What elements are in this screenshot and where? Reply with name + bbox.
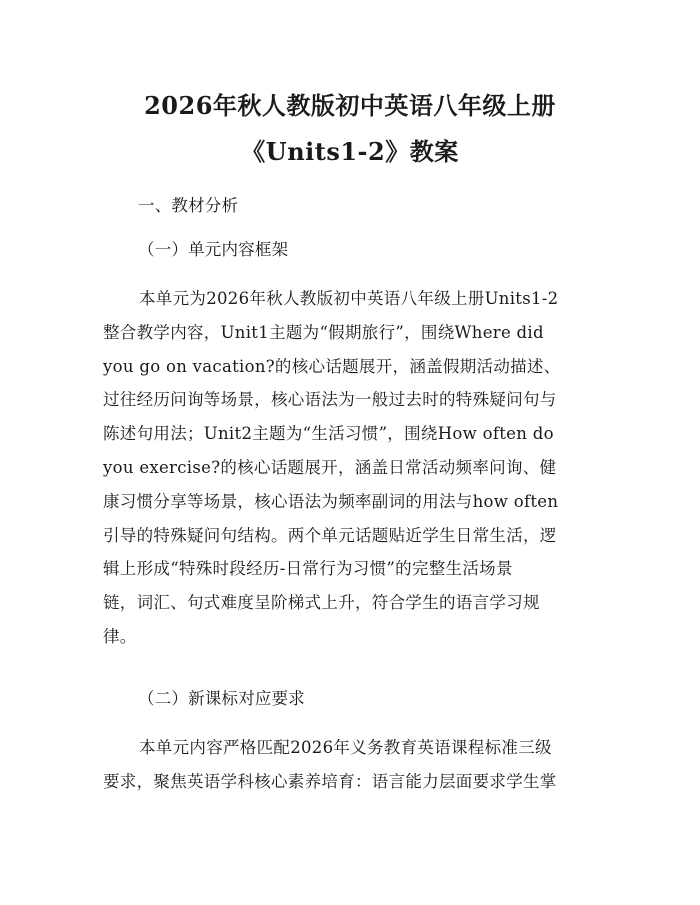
paragraph-line: 康习惯分享等场景，核心语法为频率副词的用法与how often (103, 491, 559, 511)
subsection-heading-unit-content-framework: （一）单元内容框架 (138, 240, 289, 259)
paragraph-line: 过往经历问询等场景，核心语法为一般过去时的特殊疑问句与 (103, 390, 557, 410)
paragraph-line: you exercise?的核心话题展开，涵盖日常活动频率问询、健 (103, 457, 557, 477)
document-title-line1: 2026年秋人教版初中英语八年级上册 (144, 91, 556, 120)
paragraph-unit-content (103, 289, 603, 661)
paragraph-line: 要求，聚焦英语学科核心素养培育：语言能力层面要求学生掌 (103, 771, 557, 791)
paragraph-line: 引导的特殊疑问句结构。两个单元话题贴近学生日常生活，逻 (103, 525, 557, 545)
paragraph-line: 律。 (103, 626, 137, 646)
document-title-line2: 《Units1-2》教案 (241, 137, 459, 166)
paragraph-line: 本单元内容严格匹配2026年义务教育英语课程标准三级 (139, 738, 552, 757)
subsection-heading-new-curriculum-requirements: （二）新课标对应要求 (138, 689, 305, 708)
paragraph-line: you go on vacation?的核心话题展开，涵盖假期活动描述、 (103, 356, 561, 376)
paragraph-line: 本单元为2026年秋人教版初中英语八年级上册Units1-2 (139, 289, 559, 308)
paragraph-line: 整合教学内容，Unit1主题为“假期旅行”，围绕Where did (103, 322, 544, 342)
paragraph-line: 陈述句用法；Unit2主题为“生活习惯”，围绕How often do (103, 424, 554, 444)
paragraph-line: 辑上形成“特殊时段经历-日常行为习惯”的完整生活场景 (103, 559, 513, 579)
paragraph-curriculum-requirements (103, 738, 603, 806)
section-heading-teaching-material-analysis: 一、教材分析 (138, 196, 239, 215)
paragraph-line: 链，词汇、句式难度呈阶梯式上升，符合学生的语言学习规 (103, 593, 540, 613)
